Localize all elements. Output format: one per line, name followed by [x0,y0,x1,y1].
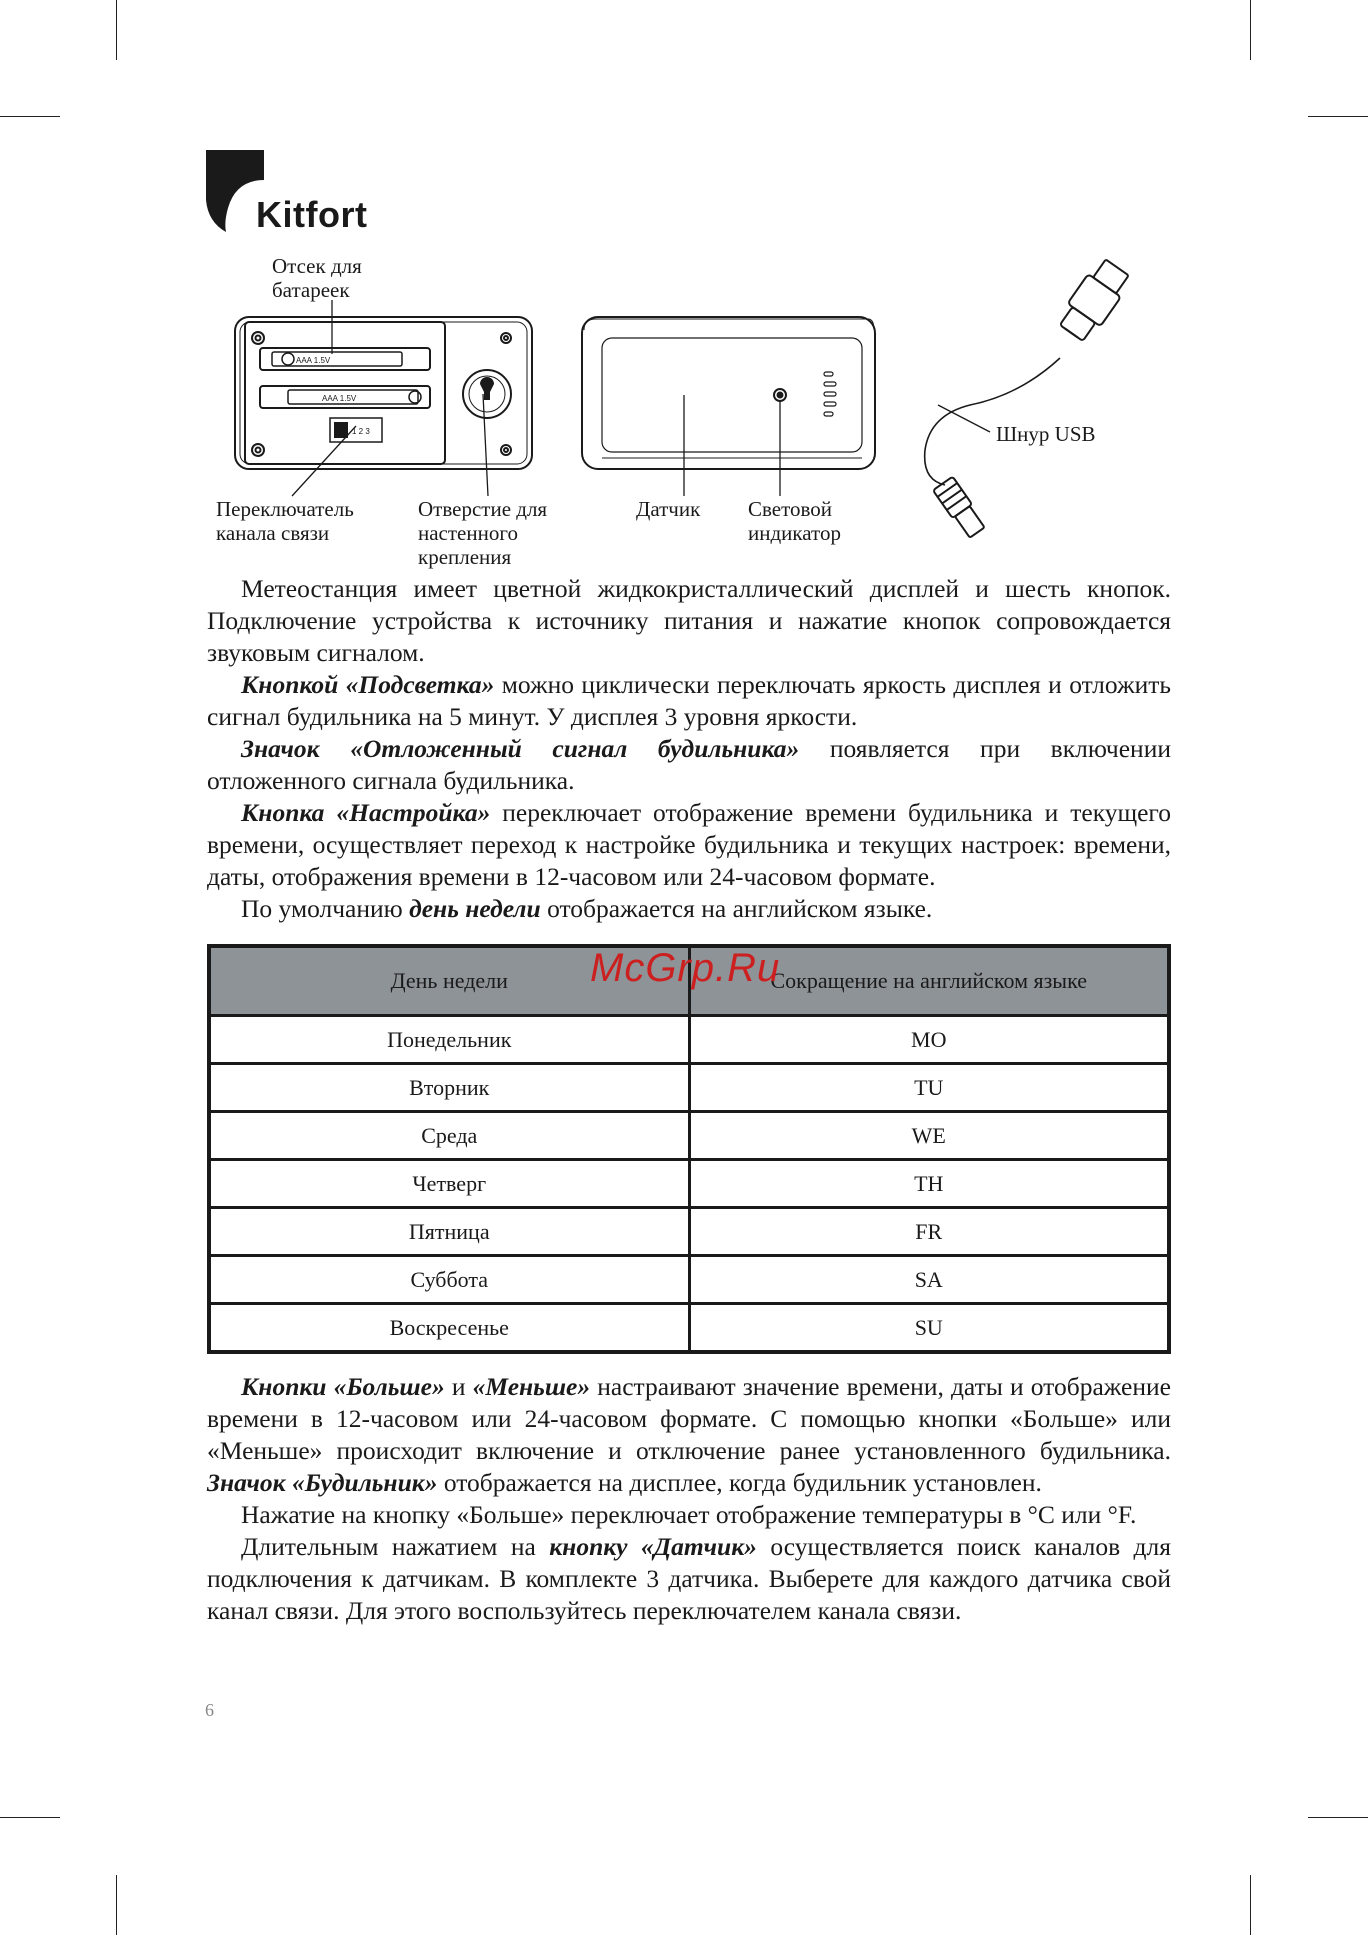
crop-mark [1308,1817,1368,1818]
crop-mark [1308,116,1368,117]
paragraph-default-weekday: По умолчанию день недели отображается на английском языке. [241,894,933,923]
table-row [209,1112,1169,1160]
cell-abbr: TU [689,1064,1169,1112]
table-row [209,1208,1169,1256]
crop-mark [0,116,60,117]
paragraph-sensor-button: Длительным нажатием на кнопку «Датчик» осуществляется поиск каналов для подключения к датчикам. В комплекте 3 датчика. Выберете для каждого датчика свой канал связи. Для этого воспользуйтесь переключателем канала связи. [207,1532,1171,1625]
cell-abbr: FR [689,1208,1169,1256]
watermark: McGrp.Ru [590,946,781,990]
crop-mark [116,1875,117,1935]
cell-abbr: MO [689,1016,1169,1064]
label-sensor: Датчик [636,497,701,521]
battery-label-2: AAA 1.5V [322,394,357,403]
text-block-2 [207,1371,1171,1627]
label-channel-switch: Переключатель канала связи [216,497,354,545]
paragraph-more-less-buttons: Кнопки «Больше» и «Меньше» настраивают значение времени, даты и отображение времени в 12-часовом или 24-часовом формате. С помощью кнопки «Больше» или «Меньше» происходит включение и отключение ранее установленного будильника. Значок «Будильник» отображается на дисплее, когда будильник установлен. [207,1372,1171,1497]
paragraph-backlight-button: Кнопкой «Подсветка» можно циклически переключать яркость дисплея и отложить сигнал будильника на 5 минут. У дисплея 3 уровня яркости. [207,670,1171,731]
battery-label-1: AAA 1.5V [296,356,331,365]
cell-day: Пятница [209,1208,689,1256]
logo-text: Kitfort [256,194,368,235]
paragraph-intro: Метеостанция имеет цветной жидкокристаллический дисплей и шесть кнопок. Подключение устройства к источнику питания и нажатие кнопок сопровождается звуковым сигналом. [207,574,1171,667]
page-number: 6 [205,1700,214,1720]
cell-day: Вторник [209,1064,689,1112]
cell-day: Четверг [209,1160,689,1208]
label-battery-compartment: Отсек для батареек [272,254,362,302]
kitfort-logo [206,150,406,240]
label-usb-cable: Шнур USB [996,422,1096,446]
paragraph-settings-button: Кнопка «Настройка» переключает отображение времени будильника и текущего времени, осуществляет переход к настройке будильника и текущих настроек: времени, даты, отображения времени в 12-часовом или 24-часовом формате. [207,798,1172,891]
label-led-indicator: Световой индикатор [748,497,841,545]
cell-day: Воскресенье [209,1304,689,1353]
label-wall-mount-hole: Отверстие для настенного крепления [418,497,548,569]
table-row [209,1304,1169,1353]
text-block-1 [207,573,1171,925]
cell-day: Понедельник [209,1016,689,1064]
cell-day: Суббота [209,1256,689,1304]
table-row [209,1256,1169,1304]
crop-mark [0,1817,60,1818]
crop-mark [1250,1875,1251,1935]
cell-day: Среда [209,1112,689,1160]
weekday-table [207,944,1171,1354]
table-row [209,1064,1169,1112]
device-diagram [200,250,1180,580]
cell-abbr: SA [689,1256,1169,1304]
table-row [209,1016,1169,1064]
switch-label: 1 2 3 [352,427,370,436]
crop-mark [1250,0,1251,60]
cell-abbr: WE [689,1112,1169,1160]
paragraph-temperature-unit: Нажатие на кнопку «Больше» переключает отображение температуры в °C или °F. [241,1500,1137,1529]
cell-abbr: TH [689,1160,1169,1208]
header-abbr: Сокращение на английском языке [689,946,1169,1016]
crop-mark [116,0,117,60]
header-day: День недели [209,946,689,1016]
table-row [209,1160,1169,1208]
cell-abbr: SU [689,1304,1169,1353]
paragraph-snooze-icon: Значок «Отложенный сигнал будильника» появляется при включении отложенного сигнала будильника. [207,734,1172,795]
